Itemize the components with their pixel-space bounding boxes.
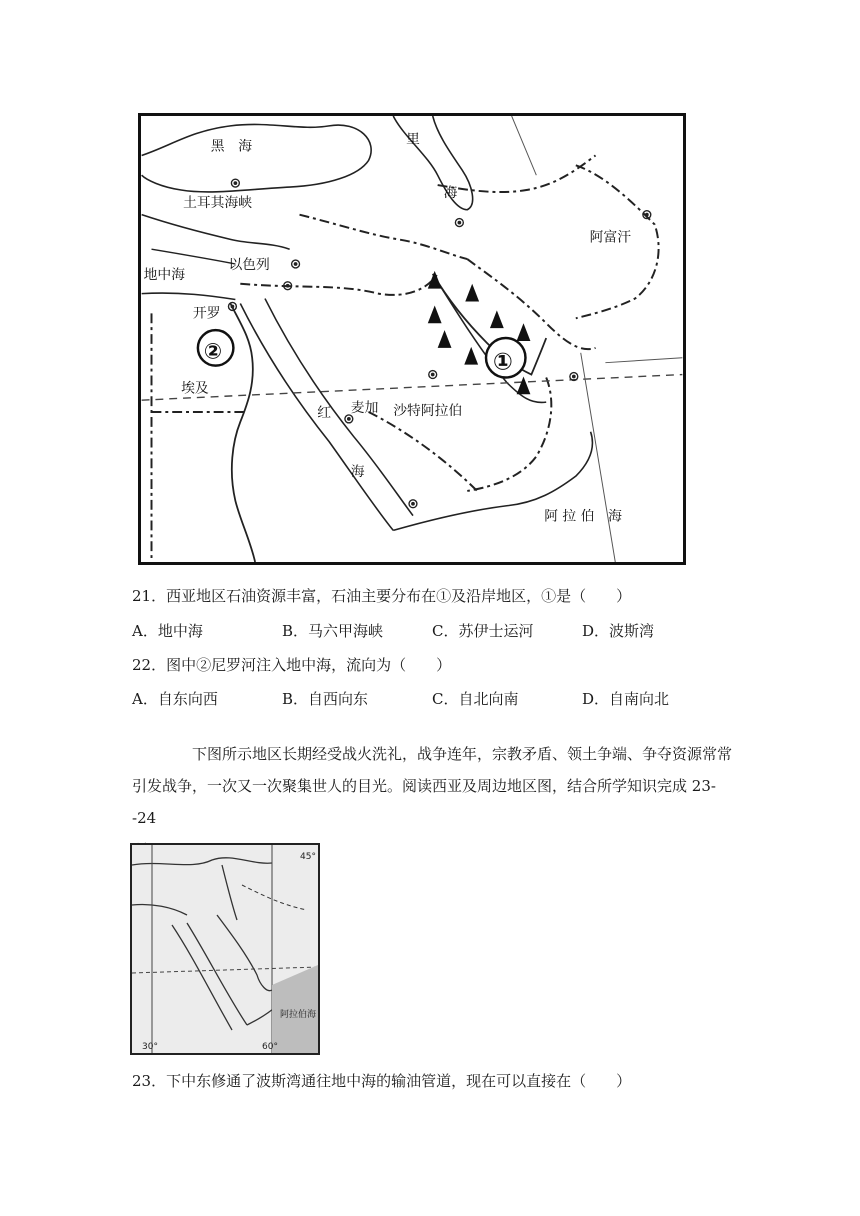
label-marker-1: ① xyxy=(492,347,513,376)
west-asia-map xyxy=(138,113,686,565)
label-marker-2: ② xyxy=(203,339,223,365)
q21-option-b: B．马六甲海峡 xyxy=(282,622,384,640)
label-cairo: 开罗 xyxy=(192,305,221,322)
label-red-sea-hai: 海 xyxy=(350,464,365,481)
question-21-stem: 21．西亚地区石油资源丰富，石油主要分布在①及沿岸地区，①是（ ） xyxy=(132,587,632,605)
label-lon-45: 45° xyxy=(300,852,316,862)
label-turkish-straits: 土耳其海峡 xyxy=(183,194,253,211)
q21-option-c: C．苏伊士运河 xyxy=(432,622,534,640)
passage-line-2: 引发战争，一次又一次聚集世人的目光。阅读西亚及周边地区图，结合所学知识完成 23--24 xyxy=(132,777,716,827)
question-22-stem: 22．图中②尼罗河注入地中海，流向为（ ） xyxy=(132,656,452,674)
q21-option-d: D．波斯湾 xyxy=(582,622,655,640)
question-23-stem: 23．下中东修通了波斯湾通往地中海的输油管道，现在可以直接在（ ） xyxy=(132,1072,632,1090)
passage-line-1: 下图所示地区长期经受战火洗礼，战争连年，宗教矛盾、领土争端、争夺资源常常 xyxy=(192,745,733,763)
label-arabian-sea-small: 阿拉伯海 xyxy=(280,1010,317,1020)
label-black-sea: 黑 海 xyxy=(210,138,253,155)
q21-option-a: A．地中海 xyxy=(132,622,203,640)
west-asia-map-drawing xyxy=(141,116,683,562)
west-asia-small-map xyxy=(130,843,320,1055)
q22-option-c: C．自北向南 xyxy=(432,690,519,708)
label-lon-60: 60° xyxy=(262,1042,278,1052)
q22-option-d: D．自南向北 xyxy=(582,690,670,708)
label-afghanistan: 阿富汗 xyxy=(589,229,632,246)
label-israel: 以色列 xyxy=(228,256,270,273)
q22-option-b: B．自西向东 xyxy=(282,690,369,708)
label-lon-30: 30° xyxy=(142,1042,158,1052)
label-arabian-sea: 阿 拉 伯 海 xyxy=(544,508,622,525)
west-asia-small-map-drawing xyxy=(132,845,318,1053)
label-mediterranean: 地中海 xyxy=(143,266,186,283)
label-red: 红 xyxy=(317,404,332,421)
label-saudi-arabia: 沙特阿拉伯 xyxy=(393,402,463,419)
label-caspian-hai: 海 xyxy=(443,184,458,201)
label-caspian-li: 里 xyxy=(406,131,420,148)
label-mecca: 麦加 xyxy=(350,400,379,417)
q22-option-a: A．自东向西 xyxy=(132,690,218,708)
label-egypt: 埃及 xyxy=(181,380,209,397)
